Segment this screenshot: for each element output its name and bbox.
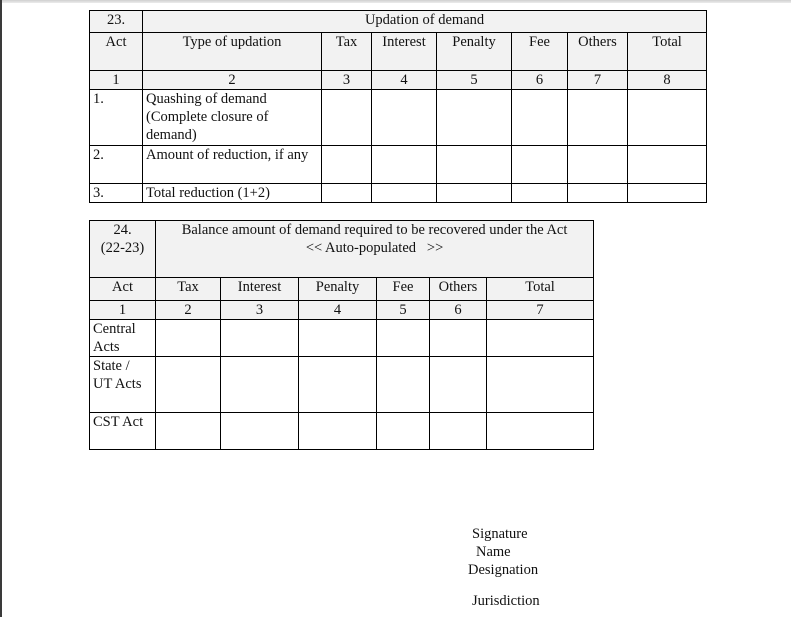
penalty-cell[interactable] [299,320,377,357]
column-number: 1 [90,71,143,90]
total-cell[interactable] [487,413,594,450]
updation-type: Total reduction (1+2) [143,184,322,203]
column-header: Penalty [437,33,512,71]
tax-cell[interactable] [322,146,372,184]
column-number: 5 [437,71,512,90]
column-header: Act [90,33,143,71]
others-cell[interactable] [430,413,487,450]
act-name: CST Act [90,413,156,450]
column-number: 5 [377,301,430,320]
updation-of-demand-table [89,10,707,203]
updation-type: Quashing of demand (Complete closure of demand) [143,90,322,146]
penalty-cell[interactable] [299,357,377,413]
table-row [90,320,594,357]
column-header: Interest [372,33,437,71]
others-cell[interactable] [430,357,487,413]
fee-cell[interactable] [377,357,430,413]
window-top-edge [0,0,791,3]
fee-cell[interactable] [512,184,568,203]
column-header: Others [568,33,628,71]
column-header: Others [430,278,487,301]
column-number: 6 [430,301,487,320]
penalty-cell[interactable] [437,90,512,146]
table-row [90,413,594,450]
fee-cell[interactable] [377,413,430,450]
section-number-ref: (22-23) [100,240,145,256]
designation-label: Designation [468,562,539,578]
column-header: Tax [156,278,221,301]
column-header: Act [90,278,156,301]
row-number: 2. [90,146,143,184]
fee-cell[interactable] [512,146,568,184]
tax-cell[interactable] [156,357,221,413]
interest-cell[interactable] [221,320,299,357]
column-header: Tax [322,33,372,71]
tax-cell[interactable] [156,413,221,450]
signature-label: Signature [472,526,528,542]
section-title-cell [156,221,594,278]
jurisdiction-label: Jurisdiction [472,593,540,609]
interest-cell[interactable] [372,90,437,146]
act-name: State / UT Acts [90,357,156,413]
column-number: 3 [221,301,299,320]
penalty-cell[interactable] [437,146,512,184]
fee-cell[interactable] [377,320,430,357]
others-cell[interactable] [568,90,628,146]
column-header: Fee [512,33,568,71]
interest-cell[interactable] [221,413,299,450]
section-number-cell [90,221,156,278]
penalty-cell[interactable] [299,413,377,450]
column-number: 7 [487,301,594,320]
total-cell[interactable] [487,320,594,357]
column-number: 2 [143,71,322,90]
penalty-cell[interactable] [437,184,512,203]
interest-cell[interactable] [221,357,299,413]
table-row [90,90,707,146]
fee-cell[interactable] [512,90,568,146]
others-cell[interactable] [568,146,628,184]
total-cell[interactable] [628,184,707,203]
column-number: 4 [299,301,377,320]
auto-populated-note: << Auto-populated >> [305,240,444,256]
table-row [90,357,594,413]
name-label: Name [476,544,511,560]
tax-cell[interactable] [322,184,372,203]
row-number: 3. [90,184,143,203]
row-number: 1. [90,90,143,146]
column-header: Type of updation [143,33,322,71]
total-cell[interactable] [487,357,594,413]
table-row [90,184,707,203]
others-cell[interactable] [430,320,487,357]
column-header: Total [628,33,707,71]
column-number: 1 [90,301,156,320]
column-header: Fee [377,278,430,301]
total-cell[interactable] [628,90,707,146]
column-header: Penalty [299,278,377,301]
others-cell[interactable] [568,184,628,203]
section-number: 24. [113,222,132,238]
column-number: 8 [628,71,707,90]
column-header: Interest [221,278,299,301]
window-left-edge [0,0,2,617]
total-cell[interactable] [628,146,707,184]
act-name: Central Acts [90,320,156,357]
tax-cell[interactable] [322,90,372,146]
column-header: Total [487,278,594,301]
balance-demand-table [89,220,594,450]
column-number: 6 [512,71,568,90]
section-title: Updation of demand [143,11,707,33]
interest-cell[interactable] [372,146,437,184]
interest-cell[interactable] [372,184,437,203]
column-number: 4 [372,71,437,90]
table-row [90,146,707,184]
section-title: Balance amount of demand required to be recovered under the Act [181,222,568,238]
column-number: 3 [322,71,372,90]
updation-type: Amount of reduction, if any [143,146,322,184]
section-number: 23. [90,11,143,33]
column-number: 7 [568,71,628,90]
column-number: 2 [156,301,221,320]
tax-cell[interactable] [156,320,221,357]
